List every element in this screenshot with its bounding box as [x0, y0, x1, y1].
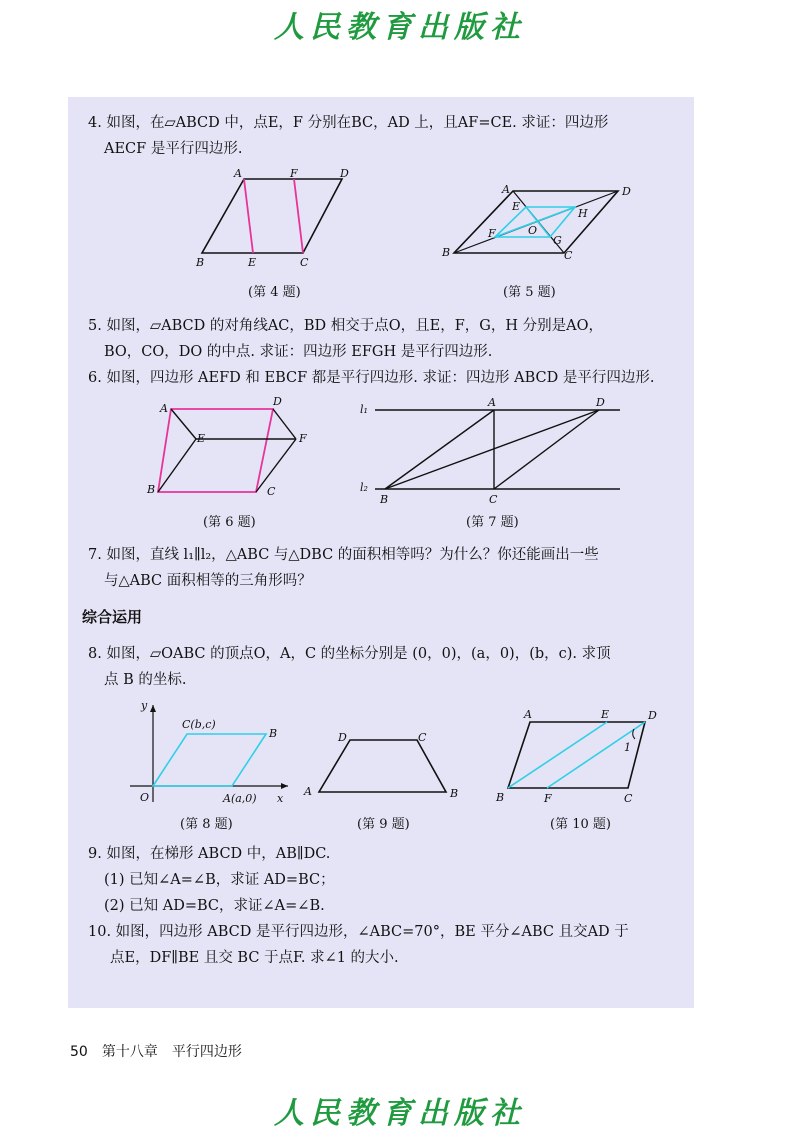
- figure-8: [125, 697, 295, 809]
- exercise-7-line-2: 与△ABC 面积相等的三角形吗？: [104, 573, 312, 589]
- label-F: F: [488, 227, 496, 240]
- publisher-logo-bottom: 人民教育出版社: [274, 1096, 526, 1131]
- label-C: C: [624, 792, 633, 805]
- exercise-10-line-2: 点E，DF∥BE 且交 BC 于点F. 求∠1 的大小.: [110, 950, 399, 966]
- label-A: A: [488, 396, 496, 409]
- label-B: B: [380, 493, 389, 506]
- figure-5: [440, 182, 640, 264]
- caption-fig-8: (第 8 题): [180, 817, 233, 832]
- label-F: F: [299, 432, 307, 445]
- exercise-10-line-1: 10. 如图，四边形 ABCD 是平行四边形，∠ABC=70°，BE 平分∠ABC 且交AD 于: [88, 924, 629, 940]
- label-l2: l₂: [360, 481, 368, 494]
- page-footer: [70, 1041, 242, 1061]
- figure-9: [300, 727, 465, 807]
- label-y: y: [141, 699, 148, 712]
- label-C: C: [267, 485, 276, 498]
- label-F: F: [544, 792, 552, 805]
- label-A: A: [524, 708, 532, 721]
- label-l1: l₁: [360, 403, 368, 416]
- chapter-label: 第十八章: [101, 1044, 158, 1060]
- figure-7: [355, 393, 625, 508]
- label-A: A: [304, 785, 312, 798]
- figure-6: [140, 396, 330, 506]
- label-A: A: [502, 183, 510, 196]
- exercise-8-line-1: 8. 如图，▱OABC 的顶点O，A，C 的坐标分别是 (0，0)，(a，0)，(b，c). 求顶: [88, 646, 611, 662]
- label-H: H: [578, 207, 588, 220]
- label-C: C: [489, 493, 498, 506]
- label-E: E: [601, 708, 610, 721]
- exercise-7-line-1: 7. 如图，直线 l₁∥l₂，△ABC 与△DBC 的面积相等吗？为什么？你还能画出一些: [88, 547, 599, 563]
- exercise-4-line-1: 4. 如图，在▱ABCD 中，点E，F 分别在BC，AD 上，且AF=CE. 求证：四边形: [88, 115, 609, 131]
- label-E: E: [197, 432, 206, 445]
- exercise-5-line-2: BO，CO，DO 的中点. 求证：四边形 EFGH 是平行四边形.: [104, 344, 493, 360]
- section-title: 综合运用: [82, 608, 143, 626]
- label-B: B: [442, 246, 451, 259]
- caption-fig-9: (第 9 题): [357, 817, 410, 832]
- label-A-coord: A(a,0): [223, 792, 257, 805]
- exercise-9-sub-1: (1) 已知∠A=∠B，求证 AD=BC；: [104, 872, 335, 888]
- label-D: D: [340, 167, 349, 180]
- caption-fig-10: (第 10 题): [550, 817, 611, 832]
- label-D: D: [338, 731, 347, 744]
- label-D: D: [273, 395, 282, 408]
- caption-fig-4: (第 4 题): [248, 285, 301, 300]
- label-D: D: [622, 185, 631, 198]
- label-G: G: [553, 234, 562, 247]
- label-B: B: [196, 256, 205, 269]
- label-O: O: [528, 224, 538, 237]
- label-B: B: [496, 791, 505, 804]
- label-O: O: [140, 791, 150, 804]
- label-B: B: [147, 483, 156, 496]
- caption-fig-5: (第 5 题): [503, 285, 556, 300]
- exercise-9-line-1: 9. 如图，在梯形 ABCD 中，AB∥DC.: [88, 846, 331, 862]
- label-C: C: [418, 731, 427, 744]
- label-E: E: [512, 200, 521, 213]
- exercise-5-line-1: 5. 如图，▱ABCD 的对角线AC，BD 相交于点O，且E，F，G，H 分别是AO，: [88, 318, 604, 334]
- caption-fig-6: (第 6 题): [203, 515, 256, 530]
- page-number: 50: [70, 1044, 88, 1060]
- label-D: D: [648, 709, 657, 722]
- publisher-logo-top: 人民教育出版社: [274, 10, 526, 45]
- label-F: F: [290, 167, 298, 180]
- label-C: C: [564, 249, 573, 262]
- exercise-9-sub-2: (2) 已知 AD=BC，求证∠A=∠B.: [104, 898, 325, 914]
- label-B: B: [269, 727, 278, 740]
- label-C-coord: C(b,c): [182, 718, 216, 731]
- label-x: x: [277, 792, 284, 805]
- caption-fig-7: (第 7 题): [466, 515, 519, 530]
- exercise-4-line-2: AECF 是平行四边形.: [104, 141, 243, 157]
- label-A: A: [160, 402, 168, 415]
- label-1: 1: [624, 741, 631, 754]
- label-B: B: [450, 787, 459, 800]
- label-C: C: [300, 256, 309, 269]
- label-D: D: [596, 396, 605, 409]
- chapter-title: 平行四边形: [171, 1044, 242, 1060]
- figure-10: [490, 705, 665, 810]
- label-A: A: [234, 167, 242, 180]
- label-E: E: [248, 256, 257, 269]
- exercise-8-line-2: 点 B 的坐标.: [104, 672, 187, 688]
- figure-4: [190, 166, 360, 272]
- exercise-6-line-1: 6. 如图，四边形 AEFD 和 EBCF 都是平行四边形. 求证：四边形 ABCD 是平行四边形.: [88, 370, 655, 386]
